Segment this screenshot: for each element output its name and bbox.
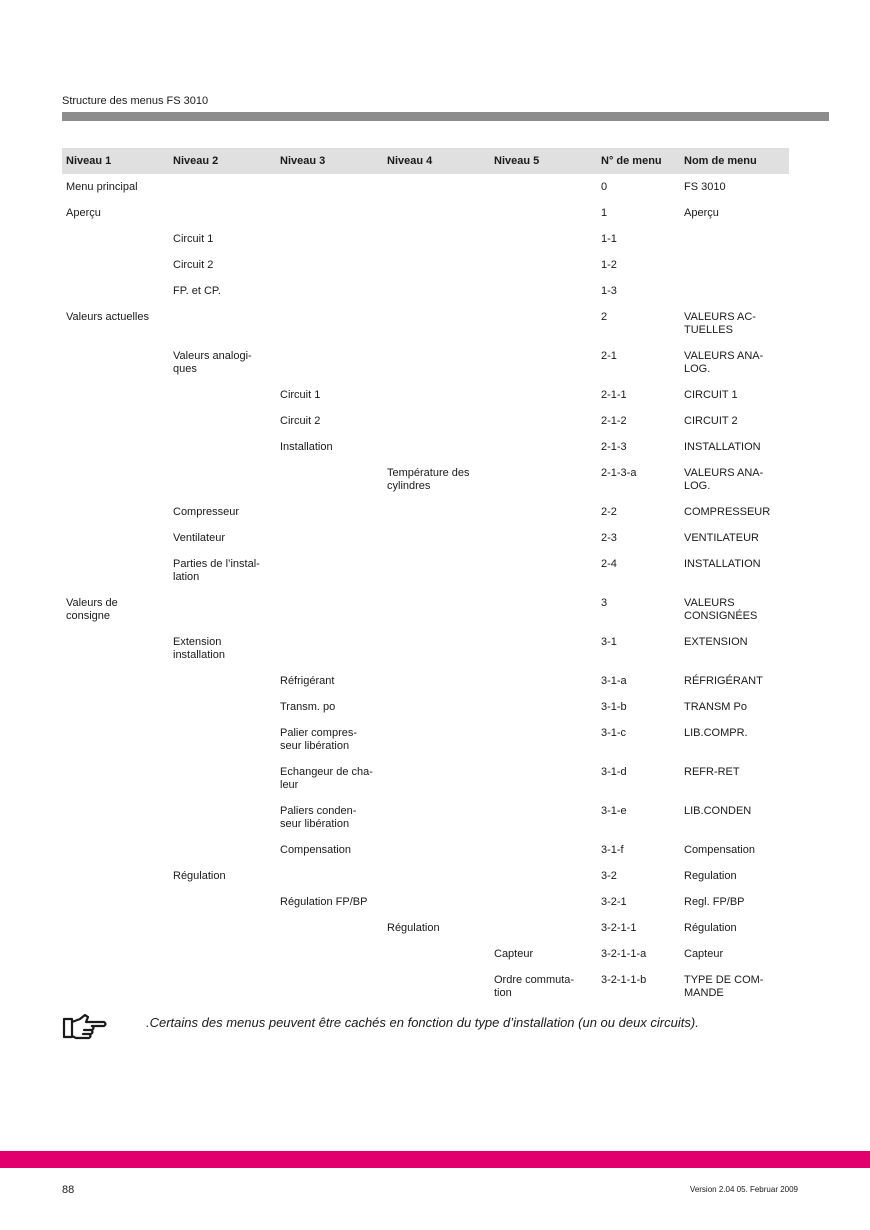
- cell-niveau-3: [276, 590, 383, 629]
- cell-niveau-5: [490, 499, 597, 525]
- cell-niveau-5: [490, 200, 597, 226]
- cell-niveau-4: [383, 278, 490, 304]
- cell-niveau-2: [169, 889, 276, 915]
- cell-niveau-5: [490, 408, 597, 434]
- cell-niveau-4: [383, 668, 490, 694]
- cell-niveau-2: [169, 837, 276, 863]
- col-header-niveau-2: Niveau 2: [169, 148, 276, 174]
- cell-niveau-1: [62, 967, 169, 1006]
- col-header-niveau-5: Niveau 5: [490, 148, 597, 174]
- cell-menu-name: [680, 226, 789, 252]
- cell-menu-number: 1-2: [601, 259, 617, 271]
- cell-menu-number: 2: [601, 311, 608, 323]
- cell-niveau-3: Circuit 1: [280, 389, 321, 401]
- table-row: [62, 278, 789, 304]
- cell-menu-name: INSTALLATION: [684, 441, 761, 453]
- table-body: [62, 174, 789, 1006]
- cell-niveau-1: [62, 226, 169, 252]
- table-row: [62, 200, 789, 226]
- cell-niveau-3: Echangeur de cha- leur: [280, 766, 373, 791]
- cell-menu-number: 3-1-a: [601, 675, 627, 687]
- cell-niveau-3: [276, 174, 383, 200]
- cell-niveau-2: [169, 174, 276, 200]
- cell-menu-number: 2-1-2: [601, 415, 627, 427]
- cell-menu-number: 3-2-1: [601, 896, 627, 908]
- cell-niveau-4: [383, 408, 490, 434]
- cell-niveau-4: [383, 863, 490, 889]
- cell-niveau-2: Extension installation: [173, 636, 225, 661]
- cell-niveau-2: [169, 941, 276, 967]
- cell-niveau-2: Ventilateur: [173, 532, 225, 544]
- cell-niveau-1: [62, 408, 169, 434]
- cell-menu-name: LIB.CONDEN: [684, 805, 752, 817]
- header-divider: [62, 112, 829, 121]
- cell-niveau-5: [490, 863, 597, 889]
- cell-niveau-4: [383, 434, 490, 460]
- cell-menu-name: FS 3010: [684, 181, 726, 193]
- cell-niveau-5: [490, 460, 597, 499]
- cell-niveau-5: [490, 174, 597, 200]
- cell-niveau-1: [62, 499, 169, 525]
- table-row: [62, 551, 789, 590]
- cell-niveau-2: Parties de l’instal- lation: [173, 558, 260, 583]
- cell-niveau-1: [62, 798, 169, 837]
- cell-niveau-4: [383, 252, 490, 278]
- cell-niveau-2: [169, 668, 276, 694]
- cell-niveau-5: [490, 278, 597, 304]
- cell-menu-name: LIB.COMPR.: [684, 727, 748, 739]
- cell-menu-number: 1-3: [601, 285, 617, 297]
- cell-niveau-3: [276, 941, 383, 967]
- cell-niveau-3: [276, 460, 383, 499]
- cell-menu-number: 0: [601, 181, 608, 193]
- page-header-title: Structure des menus FS 3010: [62, 95, 209, 107]
- cell-niveau-5: [490, 252, 597, 278]
- footer-accent-bar: [0, 1151, 870, 1168]
- cell-menu-number: 3-2-1-1-b: [601, 974, 647, 986]
- cell-niveau-1: Valeurs de consigne: [66, 597, 118, 622]
- cell-niveau-3: Circuit 2: [280, 415, 321, 427]
- cell-menu-name: COMPRESSEUR: [684, 506, 771, 518]
- cell-niveau-5: [490, 720, 597, 759]
- table-row: [62, 668, 789, 694]
- cell-menu-name: INSTALLATION: [684, 558, 761, 570]
- cell-niveau-3: Réfrigérant: [280, 675, 335, 687]
- col-header-menu-number: N° de menu: [597, 148, 680, 174]
- cell-menu-name: Regl. FP/BP: [684, 896, 745, 908]
- cell-niveau-2: [169, 460, 276, 499]
- table-row: [62, 863, 789, 889]
- cell-niveau-1: [62, 759, 169, 798]
- cell-menu-number: 3-2-1-1-a: [601, 948, 647, 960]
- cell-niveau-2: [169, 915, 276, 941]
- cell-niveau-5: [490, 889, 597, 915]
- cell-niveau-3: Installation: [280, 441, 333, 453]
- cell-niveau-1: [62, 434, 169, 460]
- table-row: [62, 694, 789, 720]
- cell-niveau-5: [490, 915, 597, 941]
- cell-menu-name: VALEURS AC- TUELLES: [684, 311, 756, 336]
- cell-menu-name: CIRCUIT 1: [684, 389, 738, 401]
- cell-menu-name: VALEURS ANA- LOG.: [684, 467, 764, 492]
- cell-menu-number: 3-1-d: [601, 766, 627, 778]
- cell-niveau-5: [490, 343, 597, 382]
- cell-niveau-5: [490, 551, 597, 590]
- cell-niveau-1: [62, 915, 169, 941]
- cell-menu-number: 2-3: [601, 532, 617, 544]
- cell-niveau-2: [169, 382, 276, 408]
- cell-niveau-3: Régulation FP/BP: [280, 896, 368, 908]
- table-row: [62, 226, 789, 252]
- cell-niveau-2: Circuit 1: [173, 233, 214, 245]
- col-header-niveau-4: Niveau 4: [383, 148, 490, 174]
- cell-niveau-2: Valeurs analogi- ques: [173, 350, 252, 375]
- cell-menu-number: 1: [601, 207, 608, 219]
- col-header-niveau-3: Niveau 3: [276, 148, 383, 174]
- cell-niveau-3: [276, 629, 383, 668]
- table-row: [62, 525, 789, 551]
- cell-niveau-4: [383, 343, 490, 382]
- cell-menu-name: Aperçu: [684, 207, 719, 219]
- cell-niveau-4: [383, 174, 490, 200]
- cell-niveau-4: [383, 889, 490, 915]
- cell-menu-name: REFR-RET: [684, 766, 740, 778]
- table-row: [62, 941, 789, 967]
- cell-niveau-3: [276, 304, 383, 343]
- cell-niveau-4: [383, 590, 490, 629]
- cell-niveau-1: [62, 551, 169, 590]
- cell-niveau-1: Valeurs actuelles: [66, 311, 149, 323]
- cell-niveau-2: [169, 590, 276, 629]
- table-row: [62, 382, 789, 408]
- col-header-niveau-1: Niveau 1: [62, 148, 169, 174]
- cell-niveau-1: [62, 668, 169, 694]
- cell-niveau-2: [169, 694, 276, 720]
- cell-menu-name: TRANSM Po: [684, 701, 747, 713]
- cell-niveau-2: [169, 967, 276, 1006]
- cell-niveau-1: [62, 837, 169, 863]
- table-row: [62, 720, 789, 759]
- cell-niveau-3: Palier compres- seur libération: [280, 727, 358, 752]
- cell-menu-number: 2-2: [601, 506, 617, 518]
- table-row: [62, 889, 789, 915]
- table-row: [62, 837, 789, 863]
- table-row: [62, 304, 789, 343]
- cell-niveau-3: [276, 200, 383, 226]
- cell-niveau-1: Menu principal: [66, 181, 138, 193]
- cell-niveau-5: [490, 798, 597, 837]
- table-row: [62, 460, 789, 499]
- cell-menu-number: 3: [601, 597, 608, 609]
- cell-niveau-1: [62, 629, 169, 668]
- cell-menu-name: TYPE DE COM- MANDE: [684, 974, 764, 999]
- table-row: [62, 798, 789, 837]
- cell-menu-number: 2-1-3: [601, 441, 627, 453]
- cell-niveau-2: [169, 434, 276, 460]
- cell-niveau-2: Compresseur: [173, 506, 240, 518]
- cell-menu-name: [680, 252, 789, 278]
- cell-menu-number: 3-1-f: [601, 844, 624, 856]
- cell-niveau-4: [383, 525, 490, 551]
- cell-niveau-2: Circuit 2: [173, 259, 214, 271]
- cell-niveau-1: [62, 941, 169, 967]
- cell-niveau-4: [383, 694, 490, 720]
- cell-niveau-3: [276, 278, 383, 304]
- cell-niveau-4: [383, 759, 490, 798]
- cell-niveau-5: [490, 629, 597, 668]
- table-row: [62, 499, 789, 525]
- cell-menu-name: CIRCUIT 2: [684, 415, 738, 427]
- cell-niveau-3: [276, 967, 383, 1006]
- cell-niveau-5: [490, 668, 597, 694]
- cell-menu-name: Capteur: [684, 948, 724, 960]
- cell-niveau-1: [62, 720, 169, 759]
- cell-niveau-4: [383, 304, 490, 343]
- cell-niveau-5: [490, 226, 597, 252]
- cell-menu-name: VENTILATEUR: [684, 532, 759, 544]
- cell-menu-name: RÉFRIGÉRANT: [684, 675, 763, 687]
- cell-niveau-3: [276, 226, 383, 252]
- cell-niveau-2: FP. et CP.: [173, 285, 221, 297]
- cell-niveau-1: Aperçu: [66, 207, 101, 219]
- cell-menu-name: Regulation: [684, 870, 737, 882]
- table-row: [62, 343, 789, 382]
- cell-niveau-5: [490, 590, 597, 629]
- cell-niveau-3: Transm. po: [280, 701, 336, 713]
- cell-niveau-2: [169, 408, 276, 434]
- cell-niveau-4: [383, 837, 490, 863]
- cell-niveau-3: [276, 915, 383, 941]
- cell-niveau-4: [383, 226, 490, 252]
- cell-niveau-5: [490, 382, 597, 408]
- table-row: [62, 590, 789, 629]
- cell-niveau-5: Capteur: [494, 948, 534, 960]
- cell-menu-number: 2-1-3-a: [601, 467, 637, 479]
- cell-niveau-3: [276, 252, 383, 278]
- cell-menu-name: [680, 278, 789, 304]
- cell-niveau-4: [383, 720, 490, 759]
- table-row: [62, 434, 789, 460]
- version-info: Version 2.04 05. Februar 2009: [689, 1185, 798, 1194]
- table-row: [62, 174, 789, 200]
- cell-niveau-2: [169, 304, 276, 343]
- table-row: [62, 967, 789, 1006]
- cell-menu-name: Régulation: [684, 922, 737, 934]
- cell-niveau-1: [62, 863, 169, 889]
- cell-niveau-5: [490, 525, 597, 551]
- cell-menu-name: VALEURS CONSIGNÉES: [684, 597, 758, 622]
- cell-menu-number: 3-1-e: [601, 805, 627, 817]
- menu-structure-table: [62, 148, 789, 1006]
- page-number: 88: [62, 1184, 75, 1196]
- cell-niveau-1: [62, 343, 169, 382]
- cell-niveau-2: [169, 798, 276, 837]
- cell-niveau-5: Ordre commuta- tion: [494, 974, 575, 999]
- cell-menu-number: 3-2-1-1: [601, 922, 637, 934]
- note-text: .Certains des menus peuvent être cachés en fonction du type d’installation (un ou deux circuits).: [146, 1015, 699, 1030]
- cell-niveau-3: [276, 499, 383, 525]
- cell-niveau-4: [383, 499, 490, 525]
- cell-niveau-1: [62, 278, 169, 304]
- cell-menu-number: 1-1: [601, 233, 617, 245]
- cell-niveau-5: [490, 434, 597, 460]
- cell-niveau-1: [62, 460, 169, 499]
- cell-menu-name: VALEURS ANA- LOG.: [684, 350, 764, 375]
- table-row: [62, 408, 789, 434]
- cell-niveau-2: [169, 200, 276, 226]
- cell-niveau-3: Compensation: [280, 844, 351, 856]
- cell-niveau-4: [383, 941, 490, 967]
- cell-menu-number: 2-1: [601, 350, 617, 362]
- cell-niveau-3: [276, 343, 383, 382]
- cell-menu-number: 2-1-1: [601, 389, 627, 401]
- pointing-hand-icon: [62, 1013, 108, 1041]
- cell-niveau-5: [490, 304, 597, 343]
- table-row: [62, 629, 789, 668]
- cell-niveau-4: [383, 967, 490, 1006]
- table-row: [62, 252, 789, 278]
- cell-menu-number: 3-1: [601, 636, 617, 648]
- cell-niveau-3: [276, 551, 383, 590]
- cell-menu-number: 2-4: [601, 558, 617, 570]
- cell-niveau-1: [62, 525, 169, 551]
- cell-niveau-4: Température des cylindres: [387, 467, 470, 492]
- cell-niveau-1: [62, 382, 169, 408]
- cell-menu-name: Compensation: [684, 844, 755, 856]
- cell-niveau-1: [62, 694, 169, 720]
- cell-niveau-4: [383, 551, 490, 590]
- table-row: [62, 759, 789, 798]
- cell-niveau-1: [62, 889, 169, 915]
- cell-niveau-1: [62, 252, 169, 278]
- cell-niveau-2: Régulation: [173, 870, 226, 882]
- cell-niveau-5: [490, 759, 597, 798]
- cell-niveau-5: [490, 837, 597, 863]
- cell-niveau-4: [383, 382, 490, 408]
- cell-menu-number: 3-2: [601, 870, 617, 882]
- table-header-row: [62, 148, 789, 174]
- cell-niveau-4: Régulation: [387, 922, 440, 934]
- cell-niveau-2: [169, 759, 276, 798]
- table-row: [62, 915, 789, 941]
- cell-niveau-3: [276, 863, 383, 889]
- cell-menu-number: 3-1-c: [601, 727, 627, 739]
- col-header-menu-name: Nom de menu: [680, 148, 789, 174]
- cell-menu-name: EXTENSION: [684, 636, 748, 648]
- cell-niveau-2: [169, 720, 276, 759]
- cell-niveau-4: [383, 629, 490, 668]
- cell-niveau-4: [383, 798, 490, 837]
- cell-niveau-5: [490, 694, 597, 720]
- cell-niveau-3: Paliers conden- seur libération: [280, 805, 357, 830]
- cell-niveau-4: [383, 200, 490, 226]
- cell-niveau-3: [276, 525, 383, 551]
- cell-menu-number: 3-1-b: [601, 701, 627, 713]
